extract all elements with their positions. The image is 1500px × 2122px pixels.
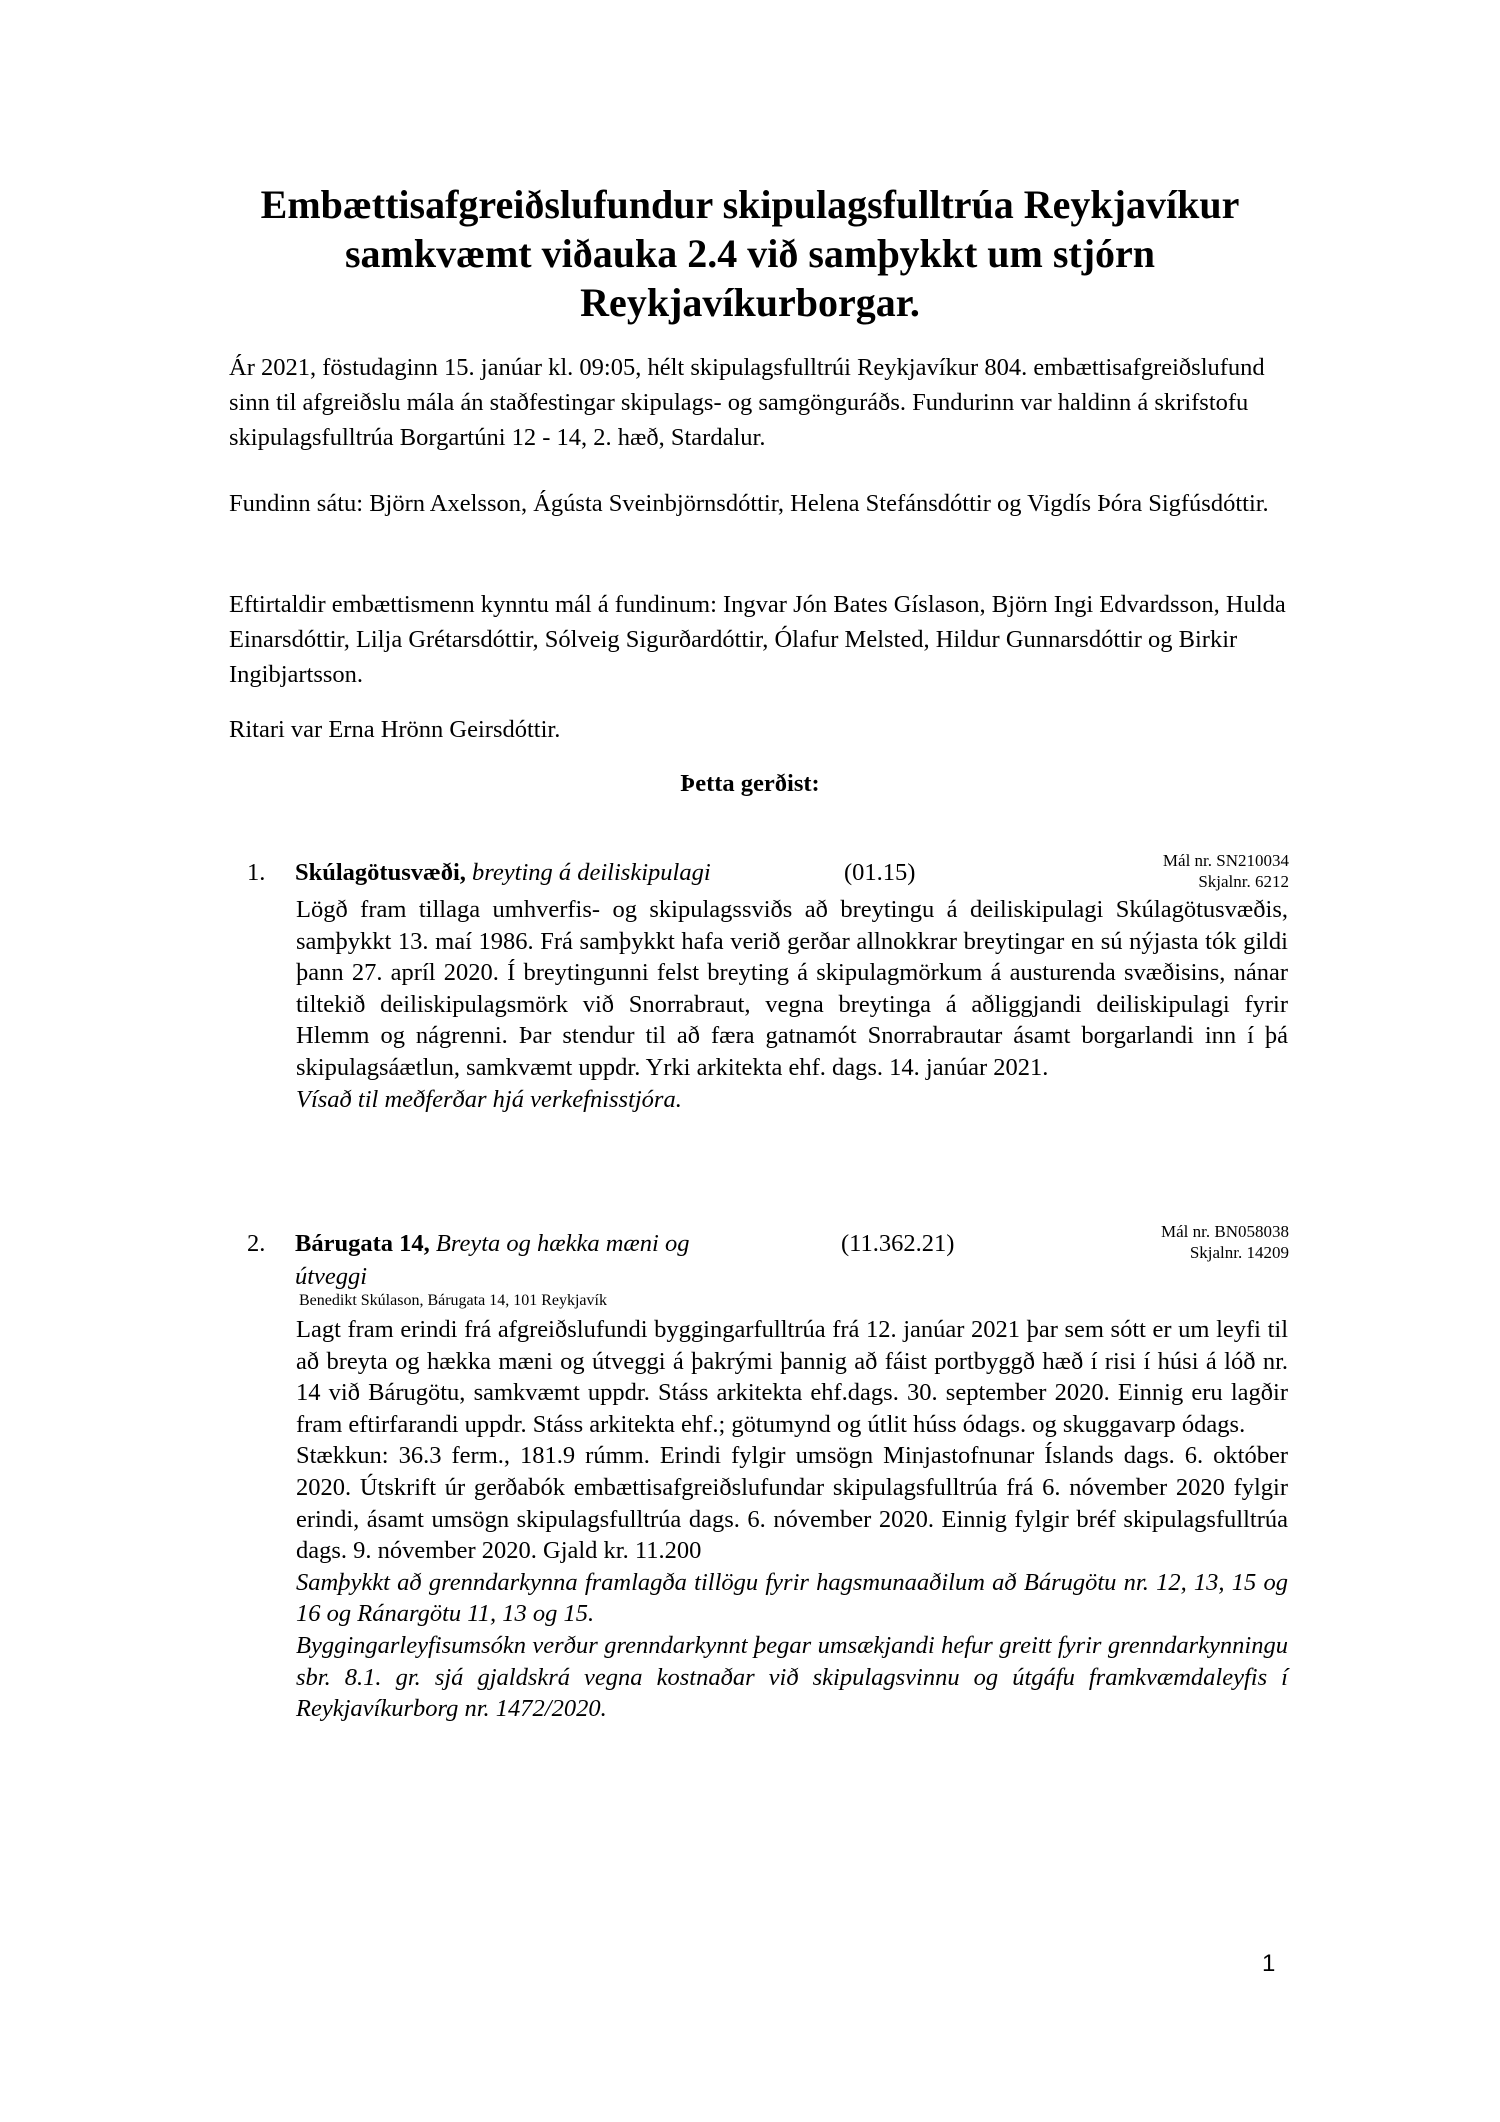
intro-attendees: Fundinn sátu: Björn Axelsson, Ágústa Sveinbjörnsdóttir, Helena Stefánsdóttir og Vigdís Þóra Sigfúsdóttir. — [229, 490, 1269, 517]
item-location: (11.362.21) — [841, 1230, 955, 1257]
item-title — [295, 856, 755, 889]
item-location: (01.15) — [844, 859, 916, 886]
item-subject: Breyta og hækka mæni og útveggi — [295, 1230, 690, 1290]
item-decision-note: Byggingarleyfisumsókn verður grenndarkynnt þegar umsækjandi hefur greitt fyrir grenndarkynningu sbr. 8.1. gr. sjá gjaldskrá vegna kostnaðar við skipulagsvinnu og útgáfu framkvæmdaleyfis í Reykjavíkurborg nr. 1472/2020. — [296, 1631, 1288, 1723]
case-number: Mál nr. BN058038 — [1161, 1222, 1289, 1241]
item-number: 1. — [247, 859, 266, 886]
item-number: 2. — [247, 1230, 266, 1257]
item-description: Lögð fram tillaga umhverfis- og skipulagssviðs að breytingu á deiliskipulagi Skúlagötusvæðis, samþykkt 13. maí 1986. Frá samþykkt hafa verið gerðar allnokkrar breytingar en sú nýjasta tók gildi þann 27. apríl 2020. Í breytingunni felst breyting á skipulagmörkum á austurenda svæðisins, nánar tiltekið deiliskipulagsmörk við Snorrabraut, vegna breytinga á aðliggjandi deiliskipulagi fyrir Hlemm og nágrenni. Þar stendur til að færa gatnamót Snorrabrautar ásamt borgarlandi inn í þá skipulagsáætlun, samkvæmt uppdr. Yrki arkitekta ehf. dags. 14. janúar 2021. — [296, 896, 1288, 1081]
intro-meeting-info: Ár 2021, föstudaginn 15. janúar kl. 09:05, hélt skipulagsfulltrúi Reykjavíkur 804. embættisafgreiðslufund sinn til afgreiðslu mála án staðfestingar skipulags- og samgönguráðs. Fundurinn var haldinn á skrifstofu skipulagsfulltrúa Borgartúni 12 - 14, 2. hæð, Stardalur. — [229, 354, 1265, 451]
intro-officials: Eftirtaldir embættismenn kynntu mál á fundinum: Ingvar Jón Bates Gíslason, Björn Ingi Edvardsson, Hulda Einarsdóttir, Lilja Grétarsdóttir, Sólveig Sigurðardóttir, Ólafur Melsted, Hildur Gunnarsdóttir og Birkir Ingibjartsson. — [229, 591, 1286, 688]
case-number: Mál nr. SN210034 — [1162, 851, 1289, 870]
item-body — [296, 894, 1288, 1115]
item-title — [295, 1227, 765, 1293]
applicant: Benedikt Skúlason, Bárugata 14, 101 Reykjavík — [299, 1292, 607, 1309]
document-title: Embættisafgreiðslufundur skipulagsfulltrúa Reykjavíkur samkvæmt viðauka 2.4 við samþykkt um stjórn Reykjavíkurborgar. — [260, 182, 1240, 325]
item-description: Lagt fram erindi frá afgreiðslufundi byggingarfulltrúa frá 12. janúar 2021 þar sem sótt er um leyfi til að breyta og hækka mæni og útveggi á þakrými þannig að fáist portbyggð hæð í risi í húsi á lóð nr. 14 við Bárugötu, samkvæmt uppdr. Stáss arkitekta ehf.dags. 30. september 2020. Einnig eru lagðir fram eftirfarandi uppdr. Stáss arkitekta ehf.; götumynd og útlit húss ódags. og skuggavarp ódags. — [296, 1316, 1288, 1438]
item-name: Skúlagötusvæði, — [295, 859, 466, 886]
item-body — [296, 1314, 1288, 1725]
item-details: Stækkun: 36.3 ferm., 181.9 rúmm. Erindi fylgir umsögn Minjastofnunar Íslands dags. 6. október 2020. Útskrift úr gerðabók embættisafgreiðslufundar skipulagsfulltrúa frá 6. nóvember 2020 fylgir erindi, ásamt umsögn skipulagsfulltrúa dags. 6. nóvember 2020. Einnig fylgir bréf skipulagsfulltrúa dags. 9. nóvember 2020. Gjald kr. 11.200 — [296, 1442, 1288, 1565]
document-number: Skjalnr. 6212 — [1198, 872, 1289, 891]
item-references — [1163, 850, 1289, 892]
item-subject: breyting á deiliskipulagi — [472, 859, 711, 886]
item-references — [1161, 1221, 1289, 1263]
item-name: Bárugata 14, — [295, 1230, 430, 1257]
intro-secretary: Ritari var Erna Hrönn Geirsdóttir. — [229, 716, 561, 743]
item-decision: Samþykkt að grenndarkynna framlagða tillögu fyrir hagsmunaaðilum að Bárugötu nr. 12, 13, 15 og 16 og Ránargötu 11, 13 og 15. — [296, 1568, 1288, 1628]
page-number: 1 — [1262, 1950, 1276, 1977]
section-heading: Þetta gerðist: — [680, 770, 820, 797]
item-decision: Vísað til meðferðar hjá verkefnisstjóra. — [296, 1085, 682, 1113]
document-number: Skjalnr. 14209 — [1189, 1243, 1289, 1262]
